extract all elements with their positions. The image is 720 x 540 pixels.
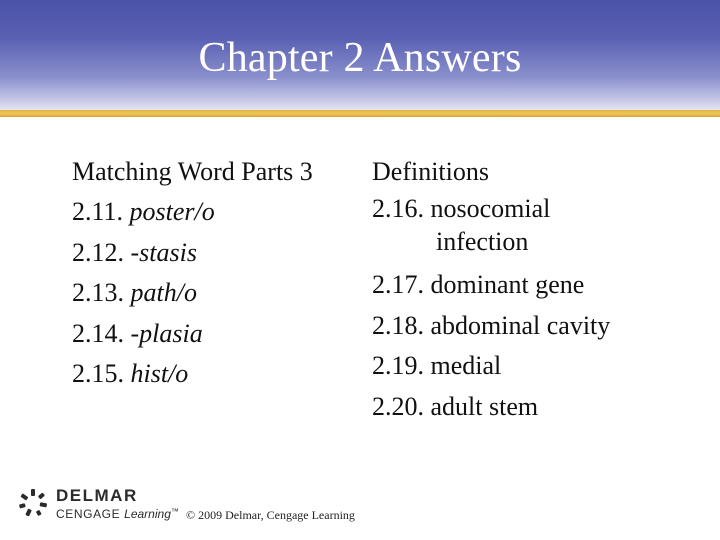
slide-title: Chapter 2 Answers bbox=[198, 35, 522, 81]
answer-item bbox=[72, 233, 362, 273]
logo-cengage-text: CENGAGE bbox=[56, 507, 121, 521]
answer-term: medial bbox=[430, 351, 502, 381]
right-column-heading: Definitions bbox=[372, 157, 489, 186]
answer-term: -plasia bbox=[130, 318, 203, 348]
logo-wordmark-delmar: DELMAR bbox=[56, 486, 138, 505]
answer-term: hist/o bbox=[130, 358, 189, 388]
answer-number: 2.11. bbox=[72, 197, 124, 227]
answer-number: 2.12. bbox=[72, 237, 124, 267]
left-column-heading: Matching Word Parts 3 bbox=[72, 157, 313, 186]
answer-term: -stasis bbox=[130, 237, 197, 267]
answer-number: 2.15. bbox=[72, 358, 124, 388]
answer-item bbox=[72, 273, 362, 313]
answer-number: 2.17. bbox=[372, 270, 424, 300]
right-column bbox=[372, 152, 702, 427]
answer-term: nosocomial bbox=[430, 194, 551, 224]
answer-number: 2.19. bbox=[372, 351, 424, 381]
copyright-notice: © 2009 Delmar, Cengage Learning bbox=[186, 508, 355, 522]
title-underline-rule bbox=[0, 110, 720, 117]
answer-item bbox=[372, 192, 702, 225]
answer-item bbox=[72, 192, 362, 232]
answer-number: 2.13. bbox=[72, 278, 124, 308]
publisher-logo bbox=[18, 486, 188, 526]
answer-item bbox=[372, 306, 702, 346]
cengage-starburst-icon bbox=[18, 488, 48, 518]
answer-number: 2.18. bbox=[372, 310, 424, 340]
answer-term: dominant gene bbox=[430, 270, 585, 300]
answer-item bbox=[372, 387, 702, 427]
answer-number: 2.16. bbox=[372, 194, 424, 224]
answer-item bbox=[72, 354, 362, 394]
answer-item bbox=[372, 346, 702, 386]
answer-term: path/o bbox=[130, 278, 197, 308]
answer-number: 2.14. bbox=[72, 318, 124, 348]
answer-item bbox=[72, 314, 362, 354]
answer-term: abdominal cavity bbox=[430, 310, 611, 340]
logo-learning-text: Learning bbox=[124, 507, 171, 521]
title-banner bbox=[0, 0, 720, 110]
answer-continuation: infection bbox=[436, 227, 529, 257]
logo-wordmark-cengage bbox=[56, 507, 179, 521]
left-column bbox=[72, 152, 362, 394]
answer-number: 2.20. bbox=[372, 391, 424, 421]
answer-term: poster/o bbox=[129, 197, 215, 227]
answer-term: adult stem bbox=[430, 391, 539, 421]
logo-trademark: ™ bbox=[170, 507, 180, 516]
answer-item bbox=[372, 265, 702, 305]
